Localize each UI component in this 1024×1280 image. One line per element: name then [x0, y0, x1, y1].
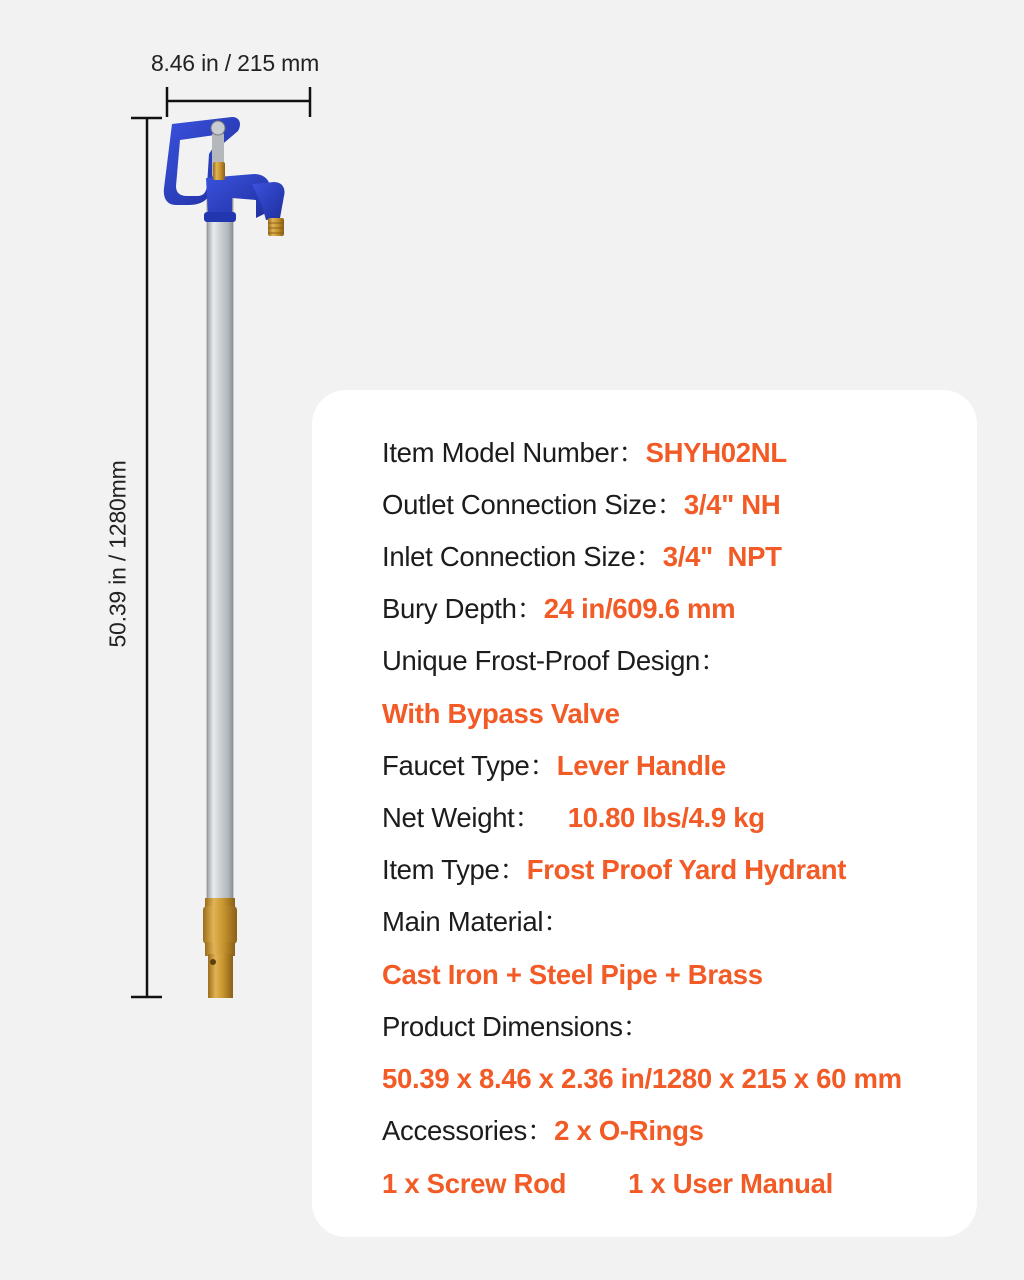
- spec-label: Net Weight：: [382, 802, 542, 833]
- spec-model: [382, 436, 787, 470]
- spec-value: With Bypass Valve: [382, 698, 620, 729]
- spec-label: Unique Frost-Proof Design：: [382, 645, 728, 676]
- spec-material-value: [382, 958, 763, 992]
- spec-value: Frost Proof Yard Hydrant: [526, 854, 847, 885]
- spec-faucet: [382, 749, 726, 783]
- brass-fitting: [203, 898, 237, 998]
- spec-value: Lever Handle: [556, 750, 726, 781]
- spec-value: 3/4" NPT: [662, 541, 782, 572]
- width-dimension-line: [167, 87, 310, 117]
- spec-card: [312, 390, 977, 1237]
- spec-label: Accessories：: [382, 1115, 555, 1146]
- spec-item-type: [382, 853, 846, 887]
- spec-material: [382, 905, 570, 939]
- height-dimension-text: 50.39 in / 1280mm: [104, 460, 131, 648]
- spec-label: Inlet Connection Size：: [382, 541, 663, 572]
- spec-label: Faucet Type：: [382, 750, 557, 781]
- hydrant-head: [164, 117, 285, 236]
- spec-outlet: [382, 488, 780, 522]
- spec-value: 24 in/609.6 mm: [543, 593, 736, 624]
- spec-weight: [382, 801, 765, 835]
- spec-inlet: [382, 540, 782, 574]
- width-dimension-label: 8.46 in / 215 mm: [150, 50, 320, 76]
- spec-label: Outlet Connection Size：: [382, 489, 684, 520]
- spec-value: 2 x O-Rings: [554, 1115, 704, 1146]
- spec-accessories: [382, 1114, 704, 1148]
- accessory-user-manual: 1 x User Manual: [628, 1168, 833, 1199]
- spec-label: Item Type：: [382, 854, 527, 885]
- spec-label: Main Material：: [382, 906, 571, 937]
- spec-accessories-extra: [382, 1167, 833, 1201]
- spec-label: Bury Depth：: [382, 593, 544, 624]
- spec-value: SHYH02NL: [645, 437, 787, 468]
- spec-value: 3/4" NH: [683, 489, 781, 520]
- spec-dimensions: [382, 1010, 650, 1044]
- spec-design: [382, 644, 727, 678]
- spec-value: 50.39 x 8.46 x 2.36 in/1280 x 215 x 60 mm: [382, 1063, 902, 1094]
- spec-value: Cast Iron + Steel Pipe + Brass: [382, 959, 763, 990]
- spec-dimensions-value: [382, 1062, 902, 1096]
- spec-bury-depth: [382, 592, 735, 626]
- spec-label: Product Dimensions：: [382, 1011, 650, 1042]
- accessory-screw-rod: 1 x Screw Rod: [382, 1168, 567, 1199]
- height-dimension-line: [131, 118, 162, 997]
- spec-label: Item Model Number：: [382, 437, 646, 468]
- spec-design-value: [382, 697, 620, 731]
- steel-pipe: [207, 190, 233, 902]
- spec-value: 10.80 lbs/4.9 kg: [567, 802, 765, 833]
